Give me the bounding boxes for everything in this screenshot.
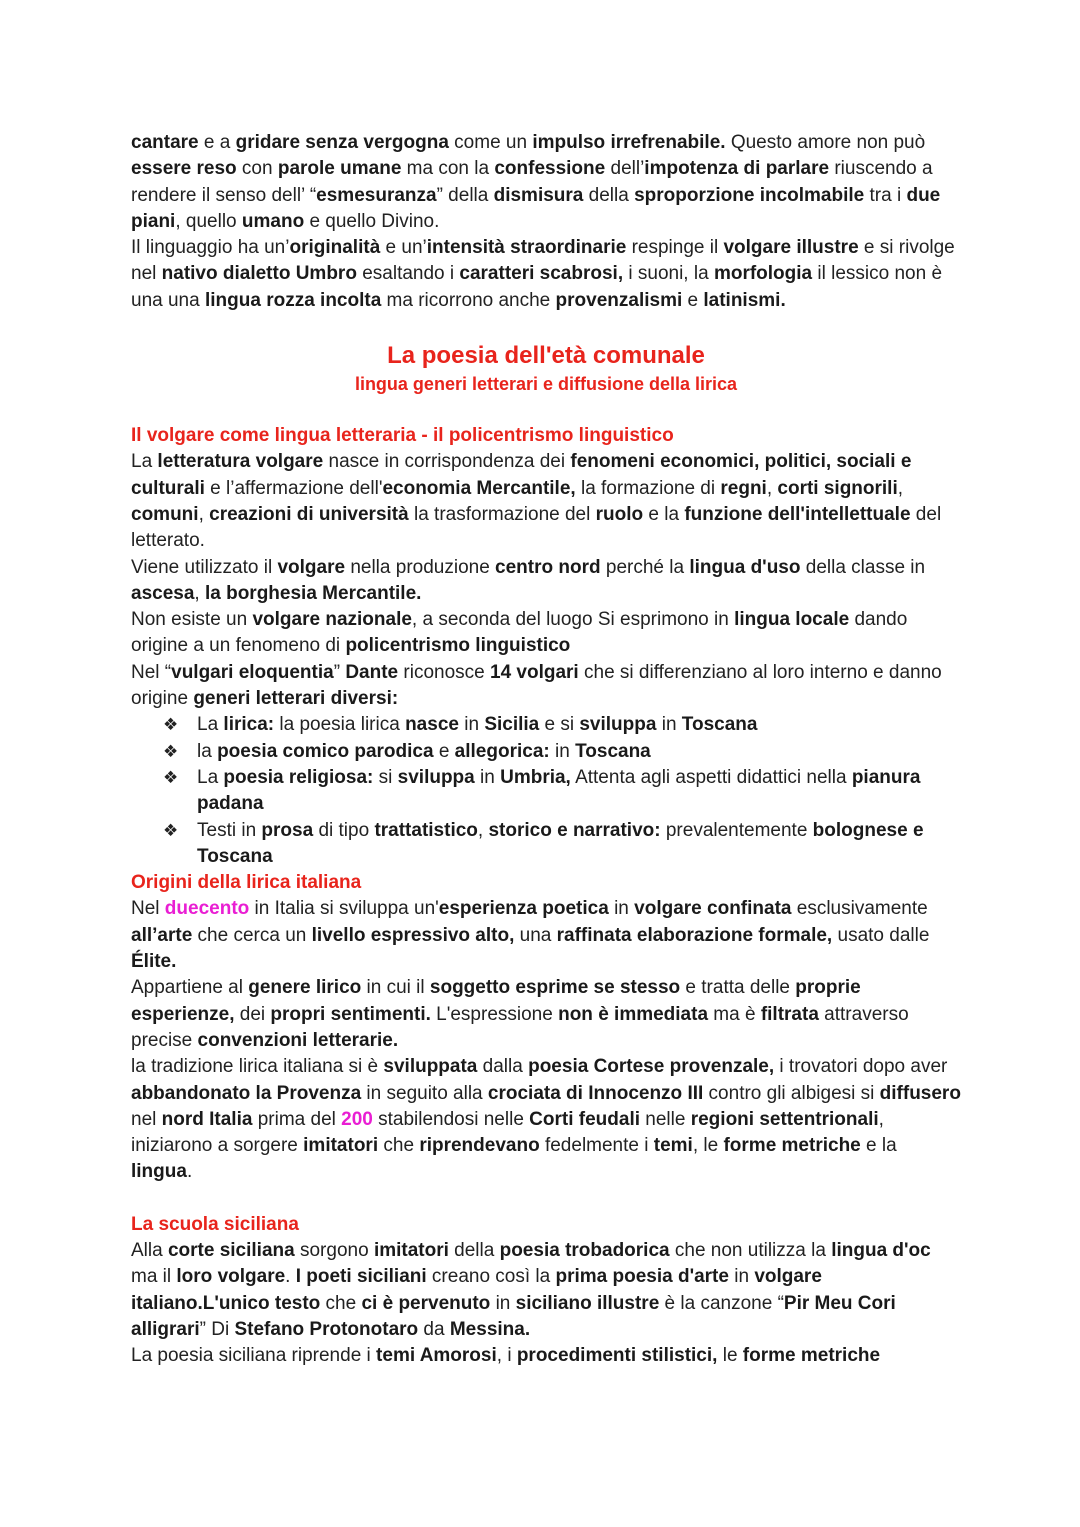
bold-text: sviluppata: [383, 1056, 478, 1078]
text-run: la poesia lirica: [274, 714, 406, 736]
text-run: come un: [448, 132, 533, 153]
spacer: [131, 1186, 961, 1212]
text-run: del letterato.: [131, 503, 942, 552]
bold-text: imitatori: [373, 1239, 449, 1261]
bold-text: riprendevano: [419, 1135, 540, 1157]
text-run: ma è: [708, 1003, 761, 1025]
bold-text: diffusero: [879, 1082, 961, 1104]
text-run: in Italia si sviluppa un': [249, 898, 439, 920]
paragraph-tradizione: [131, 1054, 961, 1185]
text-run: i suoni, la: [623, 263, 714, 285]
text-run: , le: [692, 1135, 724, 1157]
bold-text: ruolo: [595, 503, 644, 525]
paragraph-volgare-nazionale: [131, 607, 961, 660]
bold-text: volgare italiano.: [131, 1266, 822, 1314]
bold-text: poesia comico parodica: [217, 740, 434, 762]
text-run: che: [320, 1292, 362, 1314]
bold-text: vulgari eloquentia: [171, 661, 334, 683]
bold-text: propri sentimenti.: [270, 1003, 431, 1025]
text-run: Viene utilizzato il: [131, 556, 278, 578]
text-run: , iniziarono a sorgere: [131, 1108, 884, 1157]
paragraph-genere-lirico: [131, 975, 961, 1054]
text-run: ma con la: [401, 158, 495, 180]
bold-text: Messina.: [449, 1318, 531, 1340]
bold-text: poesia trobadorica: [499, 1239, 670, 1261]
bold-text: poesia religiosa:: [223, 766, 374, 788]
text-run: nel: [131, 1108, 162, 1130]
bold-text: Stefano Protonotaro: [234, 1318, 419, 1340]
bold-text: proprie esperienze,: [131, 977, 861, 1025]
text-run: nella produzione: [345, 556, 496, 578]
text-run: una: [514, 924, 557, 946]
text-run: nasce in corrispondenza dei: [323, 451, 571, 473]
bold-text: nasce: [405, 714, 459, 736]
text-run: Nel: [131, 898, 165, 920]
section-title: La poesia dell'età comunale: [387, 342, 705, 370]
highlight-text: duecento: [164, 898, 250, 920]
text-run: si: [373, 766, 398, 788]
bold-text: sproporzione incolmabile: [634, 184, 865, 206]
text-run: .: [186, 1161, 193, 1183]
bold-text: temi Amorosi: [376, 1345, 497, 1367]
text-run: sorgono: [294, 1239, 374, 1261]
bold-text: prosa: [261, 819, 314, 841]
paragraph-language-style: [131, 235, 961, 314]
bold-text: confessione: [494, 158, 606, 180]
bold-text: parole umane: [277, 158, 402, 180]
bold-text: impotenza di parlare: [644, 158, 830, 180]
list-item: [163, 739, 961, 765]
bold-text: siciliano illustre: [515, 1292, 660, 1314]
bold-text: centro nord: [495, 556, 601, 578]
text-run: , a seconda del luogo Si esprimono in: [411, 609, 735, 631]
bold-text: Sicilia: [484, 714, 540, 736]
text-run: Alla: [131, 1239, 168, 1261]
bold-text: regni: [720, 477, 767, 499]
text-run: le: [717, 1345, 743, 1367]
text-run: in: [490, 1292, 516, 1314]
bold-text: lingua d'uso: [689, 556, 801, 578]
text-run: tra i: [864, 184, 907, 206]
text-run: ”: [333, 661, 346, 683]
bold-text: letteratura volgare: [157, 451, 324, 473]
text-run: , i: [496, 1345, 517, 1367]
bold-text: lingua rozza incolta: [204, 289, 382, 311]
text-run: con: [236, 158, 278, 180]
text-run: in: [458, 714, 485, 736]
bold-text: comuni: [131, 503, 199, 525]
text-run: la trasformazione del: [408, 503, 596, 525]
bold-text: ci è pervenuto: [361, 1292, 491, 1314]
bold-text: la borghesia Mercantile.: [204, 582, 422, 604]
bold-text: corti signorili: [777, 477, 898, 499]
text-run: Non esiste un: [131, 609, 253, 631]
text-run: che si differenziano al loro interno e danno origine: [131, 661, 942, 710]
text-run: riconosce: [398, 661, 490, 683]
text-run: e la: [643, 503, 685, 525]
diamond-bullet-icon: ❖: [163, 767, 179, 787]
bold-text: soggetto esprime se stesso: [429, 977, 681, 999]
text-run: ma il: [131, 1266, 177, 1288]
bold-text: lingua d'oc: [831, 1239, 931, 1261]
bold-text: sviluppa: [579, 714, 657, 736]
bold-text: I poeti siciliani: [295, 1266, 427, 1288]
bold-text: Toscana: [575, 740, 651, 762]
heading-scuola-siciliana: La scuola siciliana: [131, 1213, 299, 1235]
text-run: e: [682, 289, 704, 311]
bold-text: genere lirico: [248, 977, 362, 999]
bold-text: esmesuranza: [316, 184, 437, 206]
bold-text: corte siciliana: [167, 1239, 295, 1261]
text-run: in cui il: [361, 977, 430, 999]
text-run: esclusivamente: [791, 898, 928, 920]
bold-text: Élite.: [131, 951, 177, 973]
bold-text: Dante: [345, 661, 399, 683]
bold-text: convenzioni letterarie.: [197, 1029, 399, 1051]
text-run: .: [285, 1266, 296, 1288]
text-run: è la canzone “: [659, 1292, 784, 1314]
section-subtitle: lingua generi letterari e diffusione della lirica: [354, 374, 738, 395]
text-run: stabilendosi nelle: [372, 1108, 530, 1130]
text-run: della: [448, 1239, 500, 1261]
text-run: e quello Divino.: [304, 210, 440, 232]
bold-text: creazioni di università: [209, 503, 409, 525]
text-run: , quello: [175, 210, 242, 232]
bold-text: bolognese e Toscana: [197, 819, 924, 867]
text-run: esaltando i: [356, 263, 460, 285]
bold-text: loro volgare: [176, 1266, 286, 1288]
bold-text: policentrismo linguistico: [345, 635, 571, 657]
text-run: ,: [477, 819, 489, 841]
bold-text: volgare illustre: [723, 237, 859, 259]
bold-text: lingua: [131, 1161, 187, 1183]
bold-text: volgare nazionale: [252, 609, 412, 631]
text-run: in seguito alla: [361, 1082, 488, 1104]
bold-text: intensità straordinarie: [426, 237, 627, 259]
bold-text: lingua locale: [734, 609, 850, 631]
text-run: e a: [198, 132, 236, 153]
text-run: della: [583, 184, 635, 206]
bold-text: morfologia: [713, 263, 813, 285]
bold-text: gridare senza vergogna: [235, 132, 449, 153]
bold-text: imitatori: [303, 1135, 379, 1157]
paragraph-volgare-origin: [131, 449, 961, 554]
bold-text: livello espressivo alto,: [311, 924, 515, 946]
text-run: L'espressione: [430, 1003, 559, 1025]
diamond-bullet-icon: ❖: [163, 741, 179, 761]
text-run: nelle: [640, 1108, 691, 1130]
text-run: Questo amore non può: [725, 132, 926, 153]
text-run: Testi in: [197, 819, 262, 841]
text-run: e la: [860, 1135, 897, 1157]
heading-volgare: Il volgare come lingua letteraria - il policentrismo linguistico: [131, 425, 674, 447]
text-run: La: [197, 766, 224, 788]
text-run: in: [549, 740, 576, 762]
bold-text: caratteri scabrosi,: [459, 263, 624, 285]
highlight-text: 200: [341, 1108, 373, 1130]
text-run: il lessico non è una una: [131, 263, 943, 311]
text-run: ,: [766, 477, 778, 499]
bold-text: due piani: [131, 184, 941, 232]
document-page: [131, 130, 961, 1369]
bold-text: allegorica:: [454, 740, 550, 762]
text-run: in: [474, 766, 501, 788]
text-run: dell’: [605, 158, 645, 180]
bold-text: raffinata elaborazione formale,: [556, 924, 833, 946]
text-run: in: [656, 714, 682, 736]
text-run: e: [433, 740, 455, 762]
bold-text: Corti feudali: [529, 1108, 641, 1130]
text-run: ” Di: [199, 1318, 235, 1340]
bold-text: trattatistico: [374, 819, 478, 841]
text-run: La: [197, 714, 224, 736]
text-run: contro gli albigesi si: [703, 1082, 880, 1104]
text-run: fedelmente i: [539, 1135, 654, 1157]
text-run: Appartiene al: [131, 977, 249, 999]
bold-text: volgare confinata: [634, 898, 792, 920]
text-run: prevalentemente: [660, 819, 813, 841]
bold-text: prima poesia d'arte: [555, 1266, 729, 1288]
heading-origini: Origini della lirica italiana: [131, 872, 362, 894]
paragraph-corte-siciliana: [131, 1238, 961, 1343]
text-run: ,: [194, 582, 205, 604]
bold-text: nord Italia: [161, 1108, 253, 1130]
diamond-bullet-icon: ❖: [163, 715, 179, 735]
bold-text: sviluppa: [397, 766, 475, 788]
paragraph-love-expression: [131, 130, 961, 235]
bold-text: essere reso: [131, 158, 237, 180]
bold-text: Pir Meu Cori alligrari: [131, 1292, 896, 1340]
bold-text: originalità: [289, 237, 381, 259]
text-run: dalla: [477, 1056, 529, 1078]
diamond-bullet-icon: ❖: [163, 820, 179, 840]
text-run: la formazione di: [575, 477, 721, 499]
text-run: creano così la: [426, 1266, 556, 1288]
bold-text: economia Mercantile,: [382, 477, 576, 499]
text-run: della classe in: [800, 556, 926, 578]
text-run: in: [608, 898, 635, 920]
text-run: usato dalle: [832, 924, 930, 946]
text-run: La poesia siciliana riprende i: [131, 1345, 377, 1367]
text-run: i trovatori dopo aver: [774, 1056, 948, 1078]
text-run: e l’affermazione dell': [204, 477, 383, 499]
text-run: ,: [198, 503, 210, 525]
text-run: e si: [539, 714, 580, 736]
bold-text: funzione dell'intellettuale: [684, 503, 911, 525]
text-run: dei: [234, 1003, 271, 1025]
genres-list: [131, 712, 961, 870]
text-run: la tradizione lirica italiana si è: [131, 1056, 384, 1078]
bold-text: Toscana: [681, 714, 758, 736]
text-run: ma ricorrono anche: [381, 289, 556, 311]
text-run: in: [728, 1266, 755, 1288]
text-run: La: [131, 451, 158, 473]
bold-text: regioni settentrionali: [690, 1108, 879, 1130]
paragraph-volgare-usage: [131, 555, 961, 608]
text-run: la: [197, 740, 218, 762]
bold-text: procedimenti stilistici,: [516, 1345, 718, 1367]
bold-text: nativo dialetto Umbro: [161, 263, 357, 285]
bold-text: generi letterari diversi:: [193, 688, 399, 710]
bold-text: temi: [653, 1135, 693, 1157]
bold-text: L'unico testo: [202, 1292, 321, 1314]
bold-text: non è immediata: [558, 1003, 709, 1025]
bold-text: forme metriche: [723, 1135, 861, 1157]
bold-text: ascesa: [131, 582, 195, 604]
text-run: attraverso precise: [131, 1003, 909, 1051]
bold-text: poesia Cortese provenzale,: [528, 1056, 775, 1078]
bold-text: 14 volgari: [490, 661, 579, 683]
bold-text: umano: [241, 210, 305, 232]
text-run: prima del: [252, 1108, 342, 1130]
text-run: da: [418, 1318, 450, 1340]
text-run: perché la: [600, 556, 690, 578]
text-run: che non utilizza la: [669, 1239, 832, 1261]
paragraph-poesia-siciliana: [131, 1343, 961, 1369]
bold-text: dismisura: [493, 184, 584, 206]
text-run: e tratta delle: [680, 977, 796, 999]
bold-text: abbandonato la Provenza: [131, 1082, 362, 1104]
paragraph-dante: [131, 660, 961, 713]
text-run: di tipo: [313, 819, 375, 841]
text-run: dando origine a un fenomeno di: [131, 609, 908, 657]
bold-text: all’arte: [131, 924, 193, 946]
bold-text: latinismi.: [703, 289, 786, 311]
text-run: che: [378, 1135, 420, 1157]
text-run: riuscendo a rendere il senso dell’ “: [131, 158, 933, 206]
list-item: [163, 818, 961, 871]
bold-text: forme metriche: [742, 1345, 881, 1367]
bold-text: Umbria,: [500, 766, 571, 788]
text-run: respinge il: [626, 237, 724, 259]
text-run: e si rivolge nel: [131, 237, 955, 285]
paragraph-duecento: [131, 896, 961, 975]
text-run: che cerca un: [192, 924, 312, 946]
list-item: [163, 765, 961, 818]
text-run: ,: [897, 477, 904, 499]
bold-text: storico e narrativo:: [488, 819, 661, 841]
bold-text: filtrata: [760, 1003, 819, 1025]
bold-text: impulso irrefrenabile.: [532, 132, 726, 153]
text-run: e un’: [380, 237, 427, 259]
text-run: Nel “: [131, 661, 172, 683]
text-run: ” della: [436, 184, 494, 206]
bold-text: cantare: [131, 132, 199, 153]
bold-text: esperienza poetica: [438, 898, 609, 920]
bold-text: fenomeni economici, politici, sociali e culturali: [131, 451, 912, 499]
bold-text: volgare: [277, 556, 346, 578]
list-item: [163, 712, 961, 738]
text-run: Il linguaggio ha un’: [131, 237, 290, 259]
text-run: Attenta agli aspetti didattici nella: [570, 766, 852, 788]
bold-text: lirica:: [223, 714, 275, 736]
bold-text: provenzalismi: [555, 289, 683, 311]
bold-text: pianura padana: [197, 766, 921, 815]
bold-text: crociata di Innocenzo III: [487, 1082, 704, 1104]
